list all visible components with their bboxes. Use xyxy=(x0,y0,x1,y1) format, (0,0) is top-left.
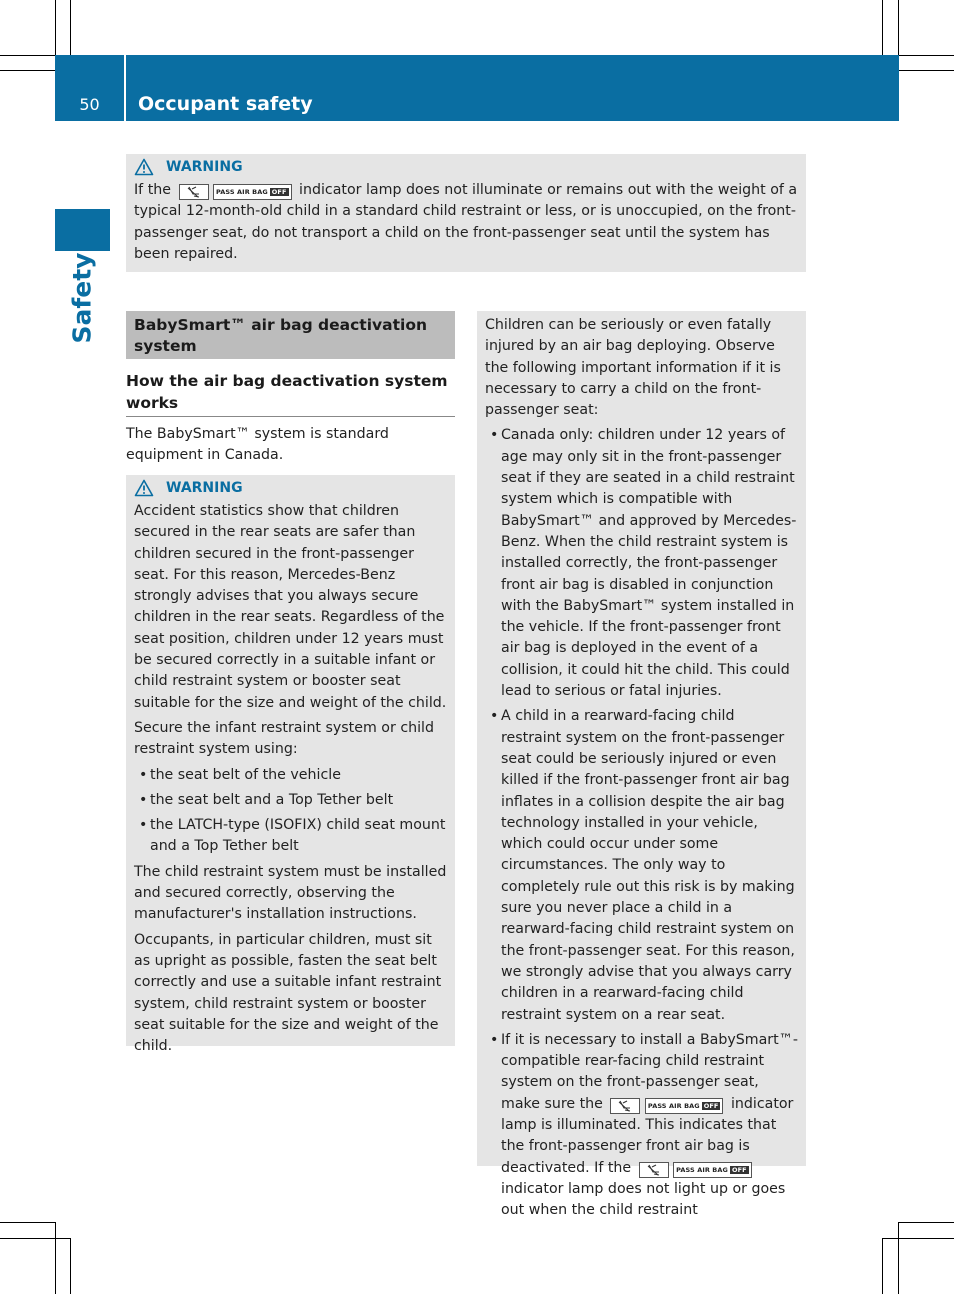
child-seat-icon xyxy=(179,184,209,200)
crop-mark xyxy=(899,70,954,71)
list-item: • the seat belt and a Top Tether belt xyxy=(134,790,447,811)
list-item-text: indicator lamp is illuminated. This indicates that the front-passenger front air bag is deactivated. If the xyxy=(501,1095,794,1176)
left-warning-box xyxy=(126,475,455,1055)
crop-mark xyxy=(55,0,56,55)
warning-triangle-icon xyxy=(134,158,154,176)
crop-mark xyxy=(70,0,71,55)
warning-paragraph: Secure the infant restraint system or child restraint system using: xyxy=(134,719,435,758)
crop-mark xyxy=(0,1222,55,1223)
crop-mark xyxy=(898,1222,899,1294)
warning-triangle-icon xyxy=(134,479,154,497)
top-warning-text xyxy=(134,180,798,265)
warning-paragraph: Occupants, in particular children, must sit as upright as possible, fasten the seat belt correctly and use a suitable infant restraint system, child restraint system or booster seat suitable for the size and weight of the child. xyxy=(134,931,442,1055)
list-item: • Canada only: children under 12 years of age may only sit in the front-passenger seat if they are seated in a child restraint system which is compatible with BabySmart™ and approved by Mercedes-Benz. When the child restraint system is installed correctly, the front-passenger front air bag is disabled in conjunction with the BabySmart™ system installed in the vehicle. If the front-passenger front air bag is deployed in the event of a collision, it could hit the child. This could lead to serious or fatal injuries. xyxy=(485,425,799,702)
warning-paragraph: Accident statistics show that children secured in the rear seats are safer than children secured in the front-passenger seat. For this reason, Mercedes-Benz strongly advises that you always secure children in the rear seats. Regardless of the seat position, children under 12 years must be secured correctly in a suitable infant or child restraint system or booster seat suitable for the size and weight of the child. xyxy=(134,503,447,711)
off-badge: OFF xyxy=(731,1165,747,1174)
child-seat-icon xyxy=(610,1098,640,1114)
warning-heading-text: WARNING xyxy=(166,480,243,496)
crop-mark xyxy=(898,0,899,55)
side-tab xyxy=(55,209,110,251)
right-info-box xyxy=(477,311,806,1219)
crop-mark xyxy=(55,1222,56,1294)
crop-mark xyxy=(899,1222,954,1223)
crop-mark xyxy=(899,55,954,56)
pass-air-bag-off-indicator xyxy=(610,1096,723,1112)
crop-mark xyxy=(70,1238,71,1294)
info-intro: Children can be seriously or even fatally injured by an air bag deploying. Observe the following important information if it is necessary to carry a child on the front-passenger seat: xyxy=(485,317,781,419)
section-title: Occupant safety xyxy=(138,93,313,115)
warning-text-before: If the xyxy=(134,182,171,198)
list-item: • A child in a rearward-facing child restraint system on the front-passenger seat could be seriously injured or even killed if the front-passenger front air bag inflates in a collision despite the air bag technology installed in your vehicle, which could occur under some circumstances. The only way to completely rule out this risk is by making sure you never place a child in a rearward-facing child restraint system on the front-passenger seat. For this reason, we strongly advise that you always carry children in a rearward-facing child restraint system on a rear seat. xyxy=(485,706,799,1025)
pass-air-bag-label: PASS AIR BAG OFF xyxy=(673,1162,752,1178)
side-tab-label: Safety xyxy=(67,252,97,344)
pass-air-bag-label: PASS AIR BAG OFF xyxy=(213,184,292,200)
crop-mark xyxy=(882,1238,883,1294)
crop-mark xyxy=(883,1238,954,1239)
info-list xyxy=(485,425,799,1221)
off-badge: OFF xyxy=(271,188,287,196)
list-item: • the seat belt of the vehicle xyxy=(134,765,447,786)
pass-air-bag-off-indicator xyxy=(639,1160,752,1176)
child-seat-icon xyxy=(639,1162,669,1178)
warning-text-after: indicator lamp does not illuminate or remains out with the weight of a typical 12-month-old child in a standard child restraint or less, or is unoccupied, on the front-passenger seat, do not transport a child on the front-passenger seat until the system has been repaired. xyxy=(134,182,798,262)
warning-paragraph: The child restraint system must be installed and secured correctly, observing the manufacturer's installation instructions. xyxy=(134,863,447,923)
crop-mark xyxy=(0,55,55,56)
header-divider xyxy=(124,55,126,121)
section-heading: How the air bag deactivation system works xyxy=(126,370,455,417)
crop-mark xyxy=(882,0,883,55)
subheading: BabySmart™ air bag deactivation system xyxy=(126,311,455,359)
list-item: • the LATCH-type (ISOFIX) child seat mount and a Top Tether belt xyxy=(134,815,447,858)
restraint-options-list xyxy=(134,765,447,858)
pass-air-bag-off-indicator xyxy=(179,182,292,198)
list-item xyxy=(485,1030,799,1222)
pass-air-bag-label: PASS AIR BAG OFF xyxy=(645,1098,724,1114)
top-warning-box xyxy=(126,154,806,272)
intro-paragraph: The BabySmart™ system is standard equipment in Canada. xyxy=(126,426,389,464)
warning-heading xyxy=(134,158,798,176)
warning-heading xyxy=(134,479,447,497)
page-number: 50 xyxy=(79,95,100,114)
crop-mark xyxy=(0,1238,70,1239)
off-badge: OFF xyxy=(703,1101,719,1110)
list-item-text: indicator lamp does not light up or goes out when the child restraint xyxy=(501,1180,786,1219)
warning-heading-text: WARNING xyxy=(166,159,243,175)
crop-mark xyxy=(0,70,55,71)
list-item-text: If it is necessary to install a BabySmart™-compatible rear-facing child restraint system on the front-passenger seat, make sure the xyxy=(501,1031,798,1112)
